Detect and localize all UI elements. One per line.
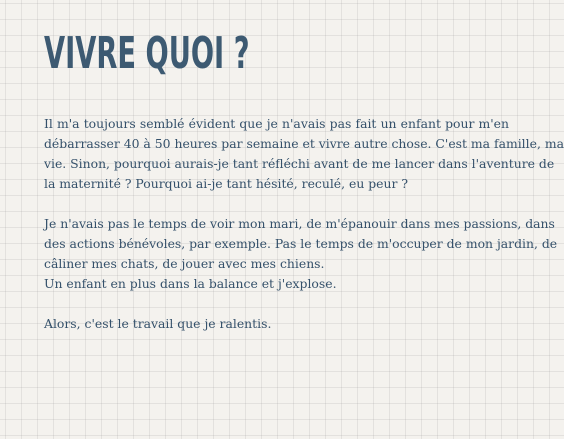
paragraph-1 <box>44 114 564 194</box>
paragraph-2 <box>44 214 558 294</box>
paragraph-line: des actions bénévoles, par exemple. Pas le temps de m'occuper de mon jardin, de <box>44 236 558 251</box>
paragraph-3 <box>44 314 509 334</box>
article-body <box>44 114 564 354</box>
paragraph-line: vie. Sinon, pourquoi aurais-je tant réfléchi avant de me lancer dans l'aventure de <box>44 156 555 171</box>
paragraph-line: Il m'a toujours semblé évident que je n'avais pas fait un enfant pour m'en <box>44 116 509 131</box>
page-title: VIVRE QUOI ? <box>44 28 250 79</box>
paragraph-line: Un enfant en plus dans la balance et j'explose. <box>44 276 337 291</box>
paragraph-line: Alors, c'est le travail que je ralentis. <box>44 316 272 331</box>
paragraph-line: câliner mes chats, de jouer avec mes chiens. <box>44 256 325 271</box>
paragraph-line: la maternité ? Pourquoi ai-je tant hésité, reculé, eu peur ? <box>44 176 408 191</box>
paragraph-line: Je n'avais pas le temps de voir mon mari, de m'épanouir dans mes passions, dans <box>44 216 555 231</box>
paragraph-line: débarrasser 40 à 50 heures par semaine et vivre autre chose. C'est ma famille, ma <box>44 136 564 151</box>
